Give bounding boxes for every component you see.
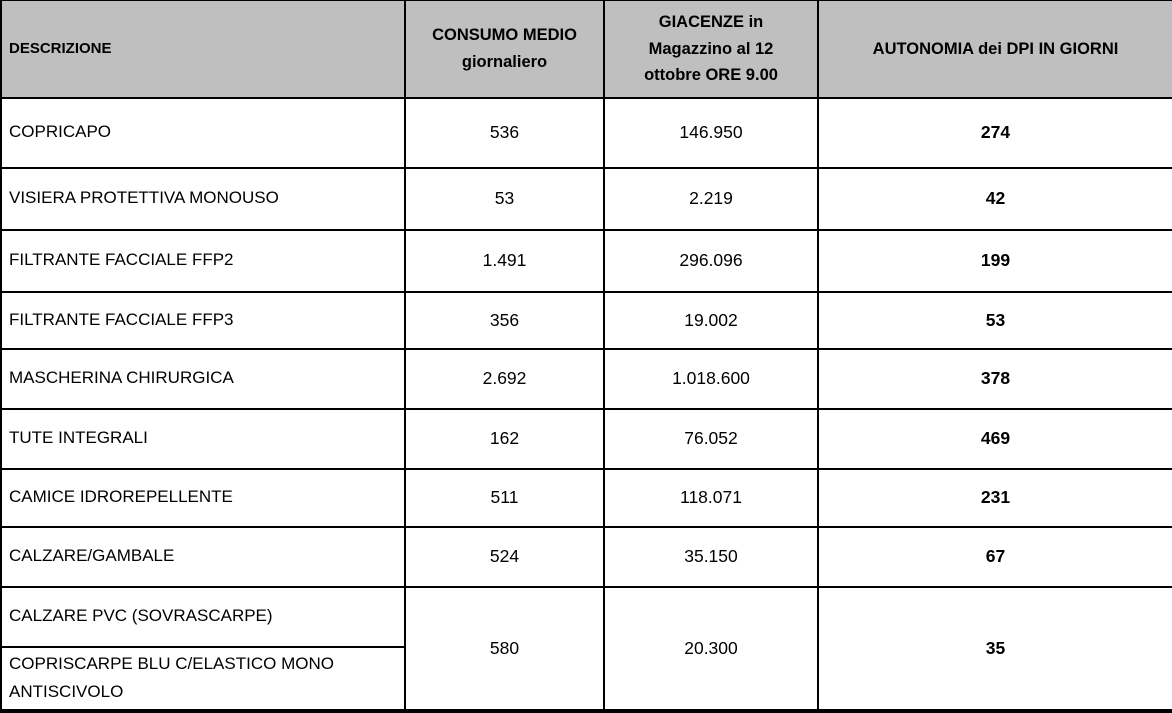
- cell-giacenze: 118.071: [604, 469, 818, 527]
- table-row-camice: [1, 469, 1172, 527]
- cell-autonomia: 53: [818, 292, 1172, 349]
- cell-descrizione: CALZARE PVC (SOVRASCARPE): [1, 587, 405, 647]
- cell-descrizione: FILTRANTE FACCIALE FFP3: [1, 292, 405, 349]
- cell-autonomia: 274: [818, 98, 1172, 168]
- cell-descrizione: CAMICE IDROREPELLENTE: [1, 469, 405, 527]
- cell-descrizione: MASCHERINA CHIRURGICA: [1, 349, 405, 409]
- cell-consumo: 53: [405, 168, 604, 230]
- cell-giacenze-merged: 20.300: [604, 587, 818, 712]
- cell-giacenze: 35.150: [604, 527, 818, 587]
- column-header-consumo-line1: CONSUMO MEDIO: [432, 26, 577, 45]
- table-row-ffp2: [1, 230, 1172, 292]
- table-row-calzare-gambale: [1, 527, 1172, 587]
- table-row-ffp3: [1, 292, 1172, 349]
- cell-autonomia: 42: [818, 168, 1172, 230]
- cell-autonomia: 67: [818, 527, 1172, 587]
- cell-descrizione: TUTE INTEGRALI: [1, 409, 405, 469]
- cell-consumo: 2.692: [405, 349, 604, 409]
- column-header-descrizione: DESCRIZIONE: [1, 1, 405, 98]
- cell-autonomia: 199: [818, 230, 1172, 292]
- cell-autonomia: 469: [818, 409, 1172, 469]
- cell-consumo: 511: [405, 469, 604, 527]
- table-row-tute: [1, 409, 1172, 469]
- table-row-mascherina: [1, 349, 1172, 409]
- cell-descrizione: COPRICAPO: [1, 98, 405, 168]
- cell-autonomia: 231: [818, 469, 1172, 527]
- column-header-giacenze-line2: Magazzino al 12: [648, 39, 774, 58]
- column-header-autonomia: AUTONOMIA dei DPI IN GIORNI: [818, 1, 1172, 98]
- cell-consumo: 524: [405, 527, 604, 587]
- cell-consumo: 1.491: [405, 230, 604, 292]
- cell-consumo: 356: [405, 292, 604, 349]
- cell-descrizione: VISIERA PROTETTIVA MONOUSO: [1, 168, 405, 230]
- column-header-giacenze-line1: GIACENZE in: [658, 13, 764, 32]
- cell-consumo: 536: [405, 98, 604, 168]
- cell-giacenze: 19.002: [604, 292, 818, 349]
- header-row: [1, 1, 1172, 98]
- cell-giacenze: 146.950: [604, 98, 818, 168]
- cell-consumo: 162: [405, 409, 604, 469]
- cell-giacenze: 2.219: [604, 168, 818, 230]
- column-header-giacenze: [604, 1, 818, 98]
- cell-consumo-merged: 580: [405, 587, 604, 712]
- cell-giacenze: 296.096: [604, 230, 818, 292]
- table-row-visiera: [1, 168, 1172, 230]
- cell-descrizione: FILTRANTE FACCIALE FFP2: [1, 230, 405, 292]
- cell-descrizione: CALZARE/GAMBALE: [1, 527, 405, 587]
- cell-autonomia: 378: [818, 349, 1172, 409]
- column-header-consumo-medio: [405, 1, 604, 98]
- cell-descrizione: COPRISCARPE BLU C/ELASTICO MONO ANTISCIVOLO: [1, 647, 405, 712]
- cell-giacenze: 76.052: [604, 409, 818, 469]
- column-header-giacenze-line3: ottobre ORE 9.00: [644, 65, 778, 84]
- cell-autonomia-merged: 35: [818, 587, 1172, 712]
- table-row-calzare-pvc: [1, 587, 1172, 647]
- column-header-consumo-line2: giornaliero: [461, 52, 548, 71]
- cell-giacenze: 1.018.600: [604, 349, 818, 409]
- table-row-copricapo: [1, 98, 1172, 168]
